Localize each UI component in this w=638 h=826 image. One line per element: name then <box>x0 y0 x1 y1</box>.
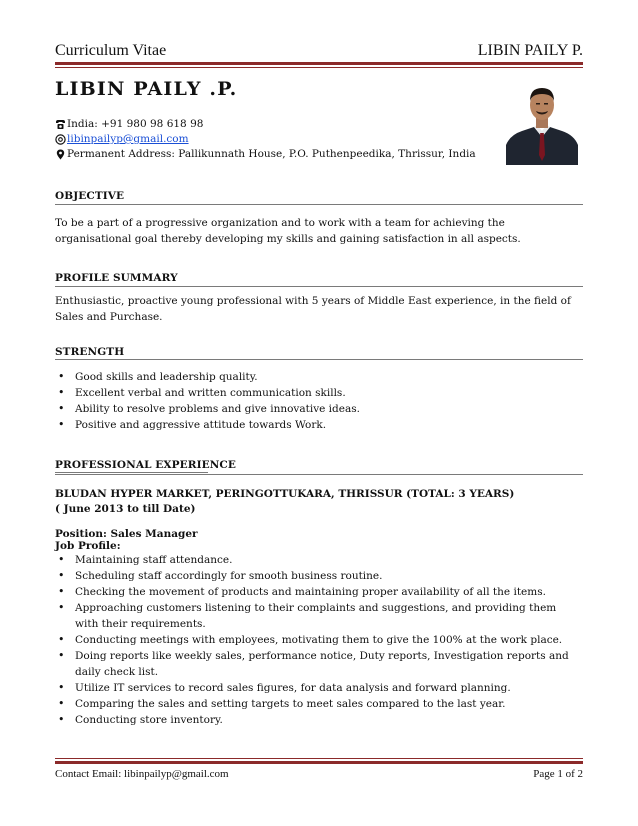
section-title-profile-summary: PROFILE SUMMARY <box>55 272 178 284</box>
candidate-name: LIBIN PAILY .P. <box>55 78 238 100</box>
list-item: • Good skills and leadership quality. <box>55 369 583 385</box>
header-rule-thin <box>55 67 583 68</box>
company-name: BLUDAN HYPER MARKET, PERINGOTTUKARA, THRISSUR (TOTAL: 3 YEARS) <box>55 488 515 500</box>
section-divider <box>55 286 583 287</box>
objective-text: To be a part of a progressive organization and to work with a team for achieving the organisational goal thereby developing my skills and gaining satisfaction in all aspects. <box>55 217 521 245</box>
location-pin-icon <box>55 149 66 160</box>
section-divider <box>55 472 208 473</box>
page-footer <box>55 768 583 780</box>
phone-icon <box>55 119 66 130</box>
list-item: • Utilize IT services to record sales figures, for data analysis and forward planning. <box>55 680 580 696</box>
list-item: • Checking the movement of products and maintaining proper availability of all the items. <box>55 584 580 600</box>
section-divider <box>55 359 583 360</box>
list-item: • Ability to resolve problems and give innovative ideas. <box>55 401 583 417</box>
list-item: • Scheduling staff accordingly for smooth business routine. <box>55 568 580 584</box>
section-divider <box>55 204 583 205</box>
list-item: • Approaching customers listening to their complaints and suggestions, and providing them with their requirements. <box>55 600 580 632</box>
footer-rule-thin <box>55 758 583 759</box>
page-header <box>55 38 583 60</box>
list-item: • Comparing the sales and setting targets to meet sales compared to the last year. <box>55 696 580 712</box>
contact-email <box>55 133 189 145</box>
section-title-professional-experience: PROFESSIONAL EXPERIENCE <box>55 459 236 471</box>
position-title: Position: Sales Manager <box>55 528 198 540</box>
job-profile-list <box>55 552 580 728</box>
list-item: • Conducting meetings with employees, motivating them to give the 100% at the work place. <box>55 632 580 648</box>
header-right: LIBIN PAILY P. <box>477 42 583 59</box>
footer-contact-email: Contact Email: libinpailyp@gmail.com <box>55 768 229 780</box>
employment-period: ( June 2013 to till Date) <box>55 503 196 515</box>
header-rule-thick <box>55 62 583 65</box>
footer-rule-thick <box>55 761 583 764</box>
contact-phone: India: +91 980 98 618 98 <box>55 118 203 130</box>
header-left: Curriculum Vitae <box>55 42 167 59</box>
section-title-objective: OBJECTIVE <box>55 190 125 202</box>
list-item: • Positive and aggressive attitude towards Work. <box>55 417 583 433</box>
list-item: • Maintaining staff attendance. <box>55 552 580 568</box>
page-number: Page 1 of 2 <box>533 768 583 780</box>
section-title-strength: STRENGTH <box>55 346 125 358</box>
list-item: • Excellent verbal and written communication skills. <box>55 385 583 401</box>
job-profile-label: Job Profile: <box>55 540 121 552</box>
profile-photo <box>506 75 578 165</box>
profile-summary-text: Enthusiastic, proactive young professional with 5 years of Middle East experience, in the field of Sales and Purchase. <box>55 295 571 323</box>
strength-list <box>55 369 583 433</box>
list-item: • Conducting store inventory. <box>55 712 580 728</box>
contact-address: Permanent Address: Pallikunnath House, P.O. Puthenpeedika, Thrissur, India <box>55 148 476 160</box>
section-divider <box>55 474 583 475</box>
list-item: • Doing reports like weekly sales, performance notice, Duty reports, Investigation reports and daily check list. <box>55 648 580 680</box>
email-link[interactable]: libinpailyp@gmail.com <box>67 133 189 145</box>
at-sign-icon <box>55 134 66 145</box>
